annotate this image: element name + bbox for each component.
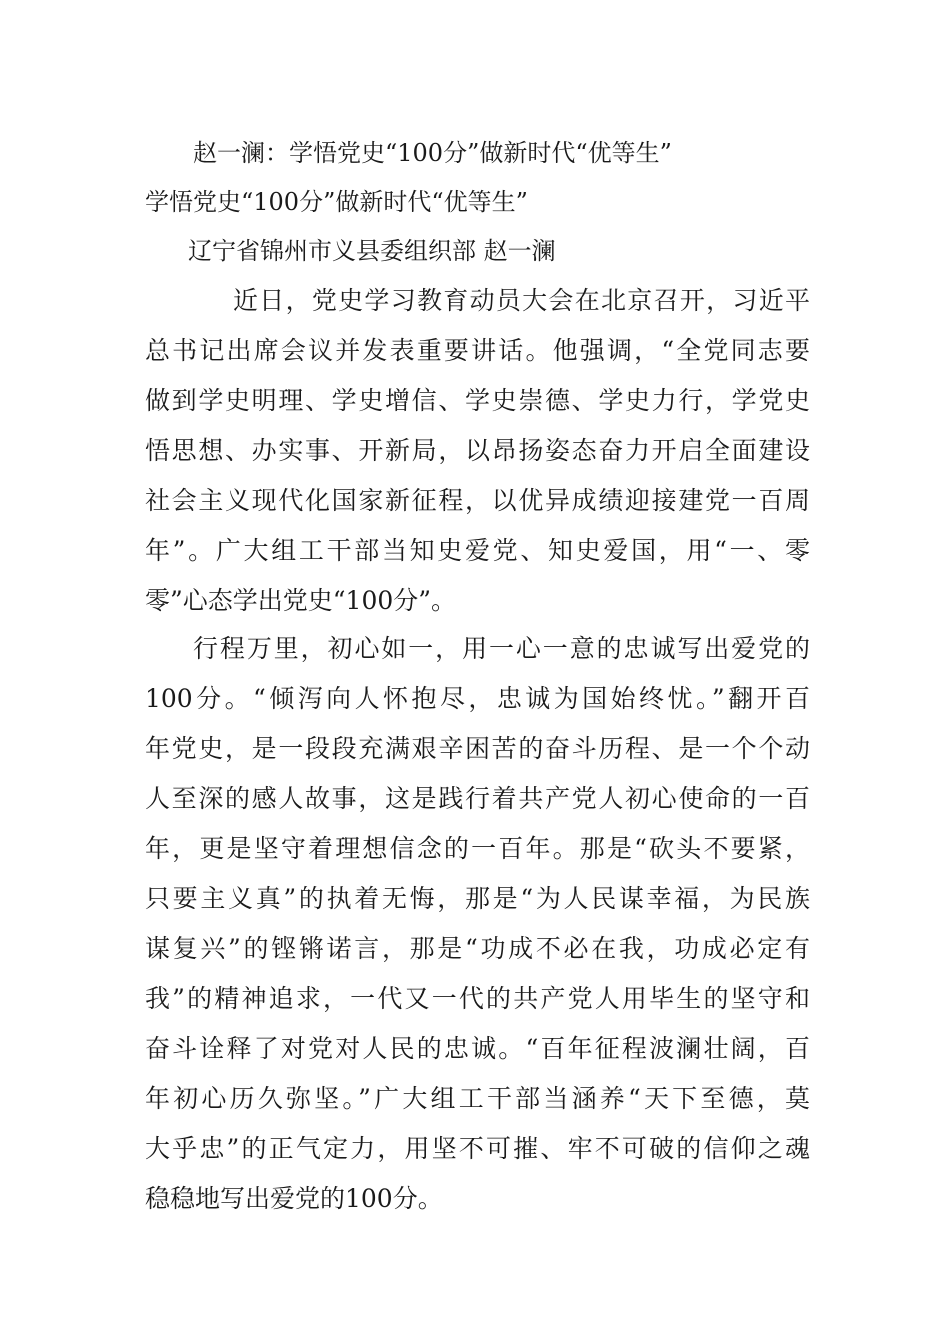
paragraph-2-line: 大乎忠”的正气定力，用坚不可摧、牢不可破的信仰之魂	[145, 1134, 810, 1163]
paragraph-2-line: 年初心历久弥坚。”广大组工干部当涵养“天下至德，莫	[145, 1084, 810, 1113]
paragraph-1-line: 总书记出席会议并发表重要讲话。他强调，“全党同志要	[145, 336, 810, 365]
document-title: 赵一澜：学悟党史“100分”做新时代“优等生”	[193, 139, 672, 167]
document-byline: 辽宁省锦州市义县委组织部 赵一澜	[188, 237, 556, 265]
document-subtitle: 学悟党史“100分”做新时代“优等生”	[145, 188, 528, 216]
paragraph-1-line: 社会主义现代化国家新征程，以优异成绩迎接建党一百周	[145, 486, 810, 515]
paragraph-2-line: 100分。“倾泻向人怀抱尽，忠诚为国始终忧。”翻开百	[145, 684, 810, 713]
paragraph-2-line: 人至深的感人故事，这是践行着共产党人初心使命的一百	[145, 784, 810, 813]
paragraph-1-line: 年”。广大组工干部当知史爱党、知史爱国，用“一、零	[145, 536, 810, 565]
paragraph-1-line: 做到学史明理、学史增信、学史崇德、学史力行，学党史	[145, 386, 810, 415]
paragraph-2-line: 稳稳地写出爱党的100分。	[145, 1184, 443, 1213]
paragraph-2-line: 年党史，是一段段充满艰辛困苦的奋斗历程、是一个个动	[145, 734, 810, 763]
paragraph-1-line: 近日，党史学习教育动员大会在北京召开，习近平	[233, 286, 810, 315]
paragraph-2-line: 奋斗诠释了对党对人民的忠诚。“百年征程波澜壮阔，百	[145, 1034, 810, 1063]
paragraph-2-line: 行程万里，初心如一，用一心一意的忠诚写出爱党的	[193, 634, 810, 663]
paragraph-1-line: 悟思想、办实事、开新局，以昂扬姿态奋力开启全面建设	[145, 436, 810, 465]
paragraph-1-line: 零”心态学出党史“100分”。	[145, 586, 457, 615]
paragraph-2-line: 谋复兴”的铿锵诺言，那是“功成不必在我，功成必定有	[145, 934, 810, 963]
paragraph-2-line: 我”的精神追求，一代又一代的共产党人用毕生的坚守和	[145, 984, 810, 1013]
paragraph-2-line: 年，更是坚守着理想信念的一百年。那是“砍头不要紧，	[145, 834, 810, 863]
paragraph-2-line: 只要主义真”的执着无悔，那是“为人民谋幸福，为民族	[145, 884, 810, 913]
